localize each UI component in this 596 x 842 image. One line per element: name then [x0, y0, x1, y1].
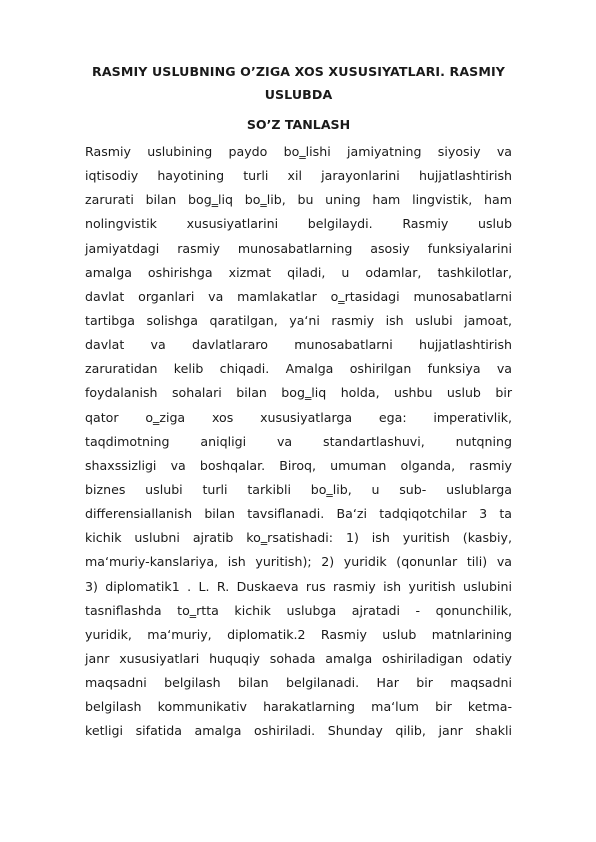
body-line: amalga oshirishga xizmat qiladi, u odamlar, tashkilotlar,	[85, 264, 512, 280]
body-line: tasniflashda to‗rtta kichik uslubga ajratadi - qonunchilik,	[85, 602, 512, 618]
body-line: ma‘muriy-kanslariya, ish yuritish); 2) yuridik (qonunlar tili) va	[85, 554, 512, 570]
body-line: janr xususiyatlari huquqiy sohada amalga oshiriladigan odatiy	[85, 650, 512, 666]
body-line: taqdimotning aniqligi va standartlashuvi, nutqning	[85, 433, 512, 449]
body-line: shaxssizligi va boshqalar. Biroq, umuman olganda, rasmiy	[85, 457, 512, 473]
body-line: iqtisodiy hayotining turli xil jarayonlarini hujjatlashtirish	[85, 168, 512, 184]
body-line: qator o‗ziga xos xususiyatlarga ega: imperativlik,	[85, 409, 512, 425]
body-line: nolingvistik xususiyatlarini belgilaydi. Rasmiy uslub	[85, 216, 512, 232]
body-line: biznes uslubi turli tarkibli bo‗lib, u sub- uslublarga	[85, 481, 512, 497]
body-paragraph	[85, 140, 512, 744]
body-line: belgilash kommunikativ harakatlarning ma‘lum bir ketma-	[85, 699, 512, 715]
document-title	[85, 60, 512, 106]
body-line: jamiyatdagi rasmiy munosabatlarning asosiy funksiyalarini	[85, 240, 512, 256]
body-line: davlat va davlatlararo munosabatlarni hujjatlashtirish	[85, 337, 512, 353]
document-subtitle: SO’Z TANLASH	[246, 117, 351, 132]
body-line: kichik uslubni ajratib ko‗rsatishadi: 1) ish yuritish (kasbiy,	[85, 530, 512, 546]
body-line: zarurati bilan bog‗liq bo‗lib, bu uning ham lingvistik, ham	[85, 192, 512, 208]
document-page	[85, 60, 512, 744]
body-line: ketligi sifatida amalga oshiriladi. Shunday qilib, janr shakli	[85, 723, 512, 739]
body-line: tartibga solishga qaratilgan, ya‘ni rasmiy ish uslubi jamoat,	[85, 312, 512, 328]
body-line: Rasmiy uslubining paydo bo‗lishi jamiyatning siyosiy va	[85, 144, 512, 159]
body-line: davlat organlari va mamlakatlar o‗rtasidagi munosabatlarni	[85, 288, 512, 304]
body-line: foydalanish sohalari bilan bog‗liq holda, ushbu uslub bir	[85, 385, 512, 401]
title-line: RASMIY USLUBNING O’ZIGA XOS XUSUSIYATLARI. RASMIY	[92, 64, 505, 79]
body-line: yuridik, ma‘muriy, diplomatik.2 Rasmiy uslub matnlarining	[85, 626, 512, 642]
title-line: USLUBDA	[264, 87, 333, 102]
body-line: 3) diplomatik1 . L. R. Duskaeva rus rasmiy ish yuritish uslubini	[85, 578, 512, 594]
body-line: maqsadni belgilash bilan belgilanadi. Har bir maqsadni	[85, 675, 512, 691]
body-line: zaruratidan kelib chiqadi. Amalga oshirilgan funksiya va	[85, 361, 512, 377]
body-line: differensiallanish bilan tavsiflanadi. Ba‘zi tadqiqotchilar 3 ta	[85, 506, 512, 522]
